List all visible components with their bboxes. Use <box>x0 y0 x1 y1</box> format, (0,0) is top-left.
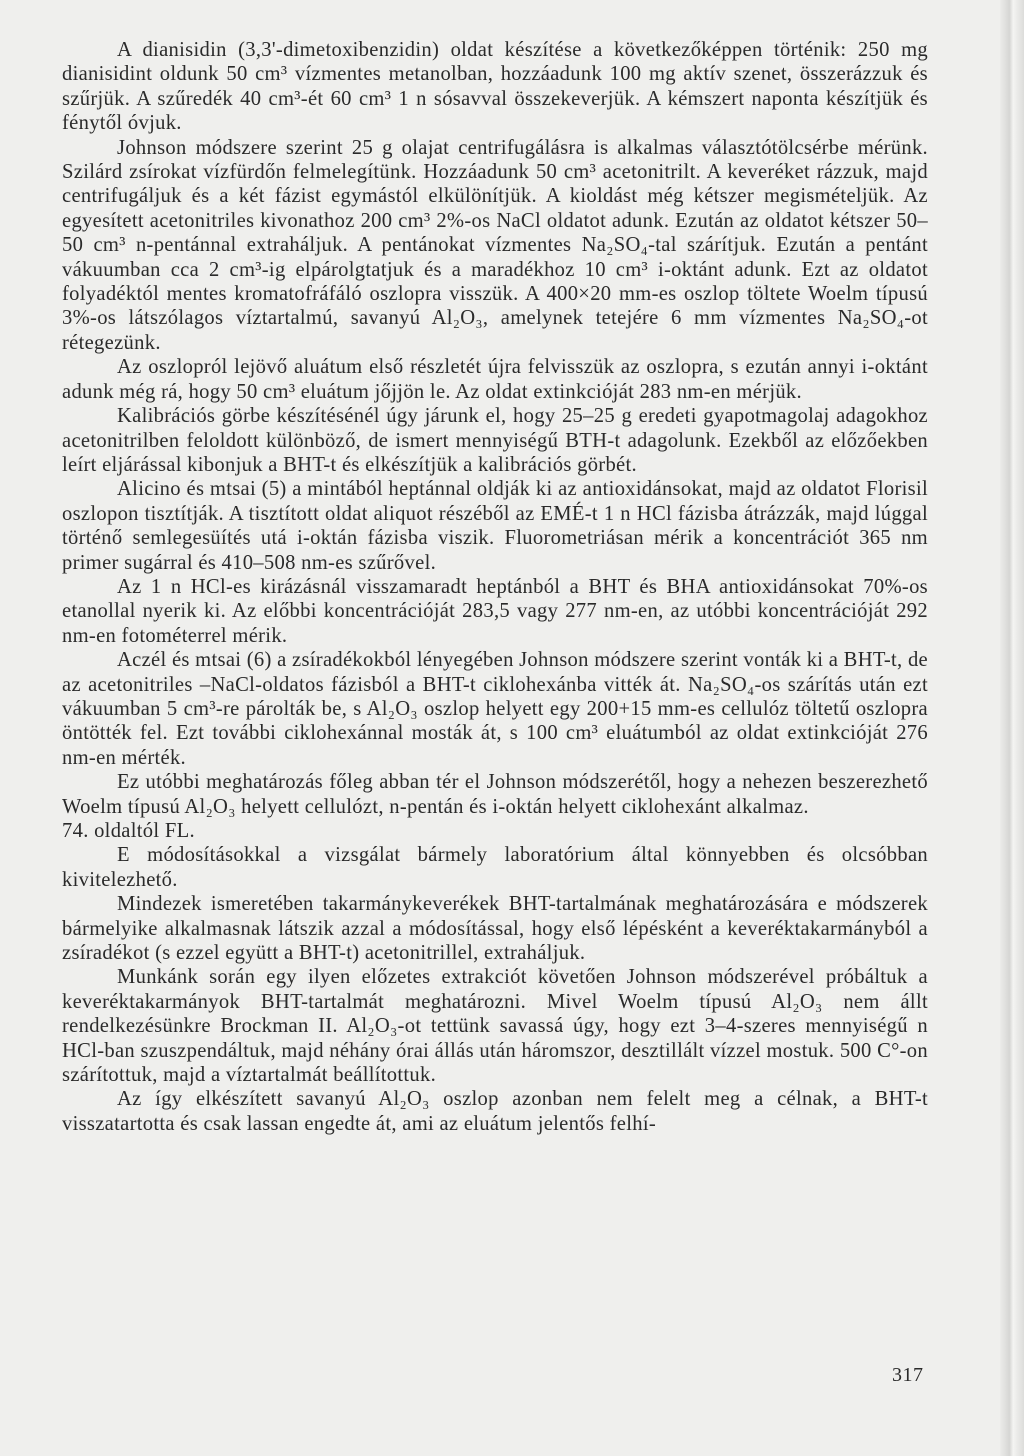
page-number: 317 <box>892 1364 924 1386</box>
paragraph-page-reference: 74. oldaltól FL. <box>62 820 195 842</box>
paragraph-our-work: Munkánk során egy ilyen előzetes extrakciót követően Johnson módszerével próbáltuk a keveréktakarmányok BHT-tartalmát meghatározni. Mivel Woelm típusú Al₂O₃ nem állt rendelkezésünkre Brockman II. Al₂O₃-ot tettünk savassá úgy, hogy ezt 3–4-szeres mennyiségű n HCl-ban szuszpendáltuk, majd néhány órai állás után háromszor, desztillált vízzel mostuk. 500 C°-on szárítottuk, majd a víztartalmát beállítottuk. <box>62 966 928 1087</box>
document-body <box>62 38 928 1136</box>
paragraph-feed-mixtures: Mindezek ismeretében takarmánykeverékek BHT-tartalmának meghatározására e módszerek bármelyike alkalmasnak látszik azzal a módosítással, hogy első lépésként a keveréktakarmányból a zsíradékot (s ezzel együtt a BHT-t) acetonitrillel, extraháljuk. <box>62 893 928 965</box>
paragraph-eluate: Az oszlopról lejövő aluátum első részletét újra felvisszük az oszlopra, s ezután annyi i-oktánt adunk még rá, hogy 50 cm³ eluátum jőjjön le. Az oldat extinkcióját 283 nm-en mérjük. <box>62 356 928 403</box>
paragraph-calibration: Kalibrációs görbe készítésénél úgy járunk el, hogy 25–25 g eredeti gyapotmagolaj adagokhoz acetonitrilben feloldott különböző, de ismert mennyiségű BTH-t adagolunk. Ezekből az előzőekben leírt eljárással kibonjuk a BHT-t és elkészítjük a kalibrációs görbét. <box>62 405 928 476</box>
paragraph-johnson-method: Johnson módszere szerint 25 g olajat centrifugálásra is alkalmas választótölcsérbe mérünk. Szilárd zsírokat vízfürdőn felmelegítünk. Hozzáadunk 50 cm³ acetonitrilt. A keveréket rázzuk, majd centrifugáljuk és a két fázist egymástól elkülönítjük. A kioldást még kétszer megismételjük. Az egyesített acetonitriles kivonathoz 200 cm³ 2%-os NaCl oldatot adunk. Ezután az oldatot kétszer 50–50 cm³ n-pentánnal extraháljuk. A pentánokat vízmentes Na₂SO₄-tal szárítjuk. Ezután a pentánt vákuumban cca 2 cm³-ig elpárolgtatjuk és a maradékhoz 10 cm³ i-oktánt adunk. Ezt az oldatot folyadéktól mentes kromatofráfáló oszlopra visszük. A 400×20 mm-es oszlop töltete Woelm típusú 3%-os látszólagos víztartalmú, savanyú Al₂O₃, amelynek tetejére 6 mm vízmentes Na₂SO₄-ot rétegezünk. <box>62 136 928 354</box>
paragraph-alicino: Alicino és mtsai (5) a mintából heptánnal oldják ki az antioxidánsokat, majd az oldatot Florisil oszlopon tisztítják. A tisztított oldat aliquot részéből az EMÉ-t 1 n HCl fázisba átrázzák, majd lúggal történő semlegesüítés utá i-oktán fázisba viszik. Fluorometriásan mérik a koncentrációt 365 nm primer sugárral és 410–508 nm-es szűrővel. <box>62 478 928 574</box>
paragraph-modifications: E módosításokkal a vizsgálat bármely laboratórium által könnyebben és olcsóbban kivitelezhető. <box>62 844 928 891</box>
paragraph-hcl-extraction: Az 1 n HCl-es kirázásnál visszamaradt heptánból a BHT és BHA antioxidánsokat 70%-os etanollal nyerik ki. Az előbbi koncentrációját 283,5 vagy 277 nm-en, az utóbbi koncentrációját 292 nm-en fotométerrel mérik. <box>62 575 928 647</box>
paragraph-aczel: Aczél és mtsai (6) a zsíradékokból lényegében Johnson módszere szerint vonták ki a BHT-t, de az acetonitriles –NaCl-oldatos fázisból a BHT-t ciklohexánba vitték át. Na₂SO₄-os szárítás után ezt vákuumban 5 cm³-re párolták be, s Al₂O₃ oszlop helyett egy 200+15 mm-es cellulóz töltetű oszlopra öntötték fel. Ezt további ciklohexánnal mosták át, s 100 cm³ eluátumból az oldat extinkcióját 276 nm-en mérték. <box>62 649 928 769</box>
paragraph-difference: Ez utóbbi meghatározás főleg abban tér el Johnson módszerétől, hogy a nehezen beszerezhető Woelm típusú Al₂O₃ helyett cellulózt, n-pentán és i-oktán helyett ciklohexánt alkalmaz. <box>62 771 928 818</box>
scan-page-edge <box>1000 0 1024 1456</box>
paragraph-acid-column: Az így elkészített savanyú Al₂O₃ oszlop azonban nem felelt meg a célnak, a BHT-t visszatartotta és csak lassan engedte át, ami az eluátum jelentős felhí- <box>62 1088 928 1135</box>
paragraph-dianisidin: A dianisidin (3,3'-dimetoxibenzidin) oldat készítése a következőképpen történik: 250 mg dianisidint oldunk 50 cm³ vízmentes metanolban, hozzáadunk 100 mg aktív szenet, összerázzuk és szűrjük. A szűredék 40 cm³-ét 60 cm³ 1 n sósavval összekeverjük. A kémszert naponta készítjük és fénytől óvjuk. <box>62 39 928 135</box>
